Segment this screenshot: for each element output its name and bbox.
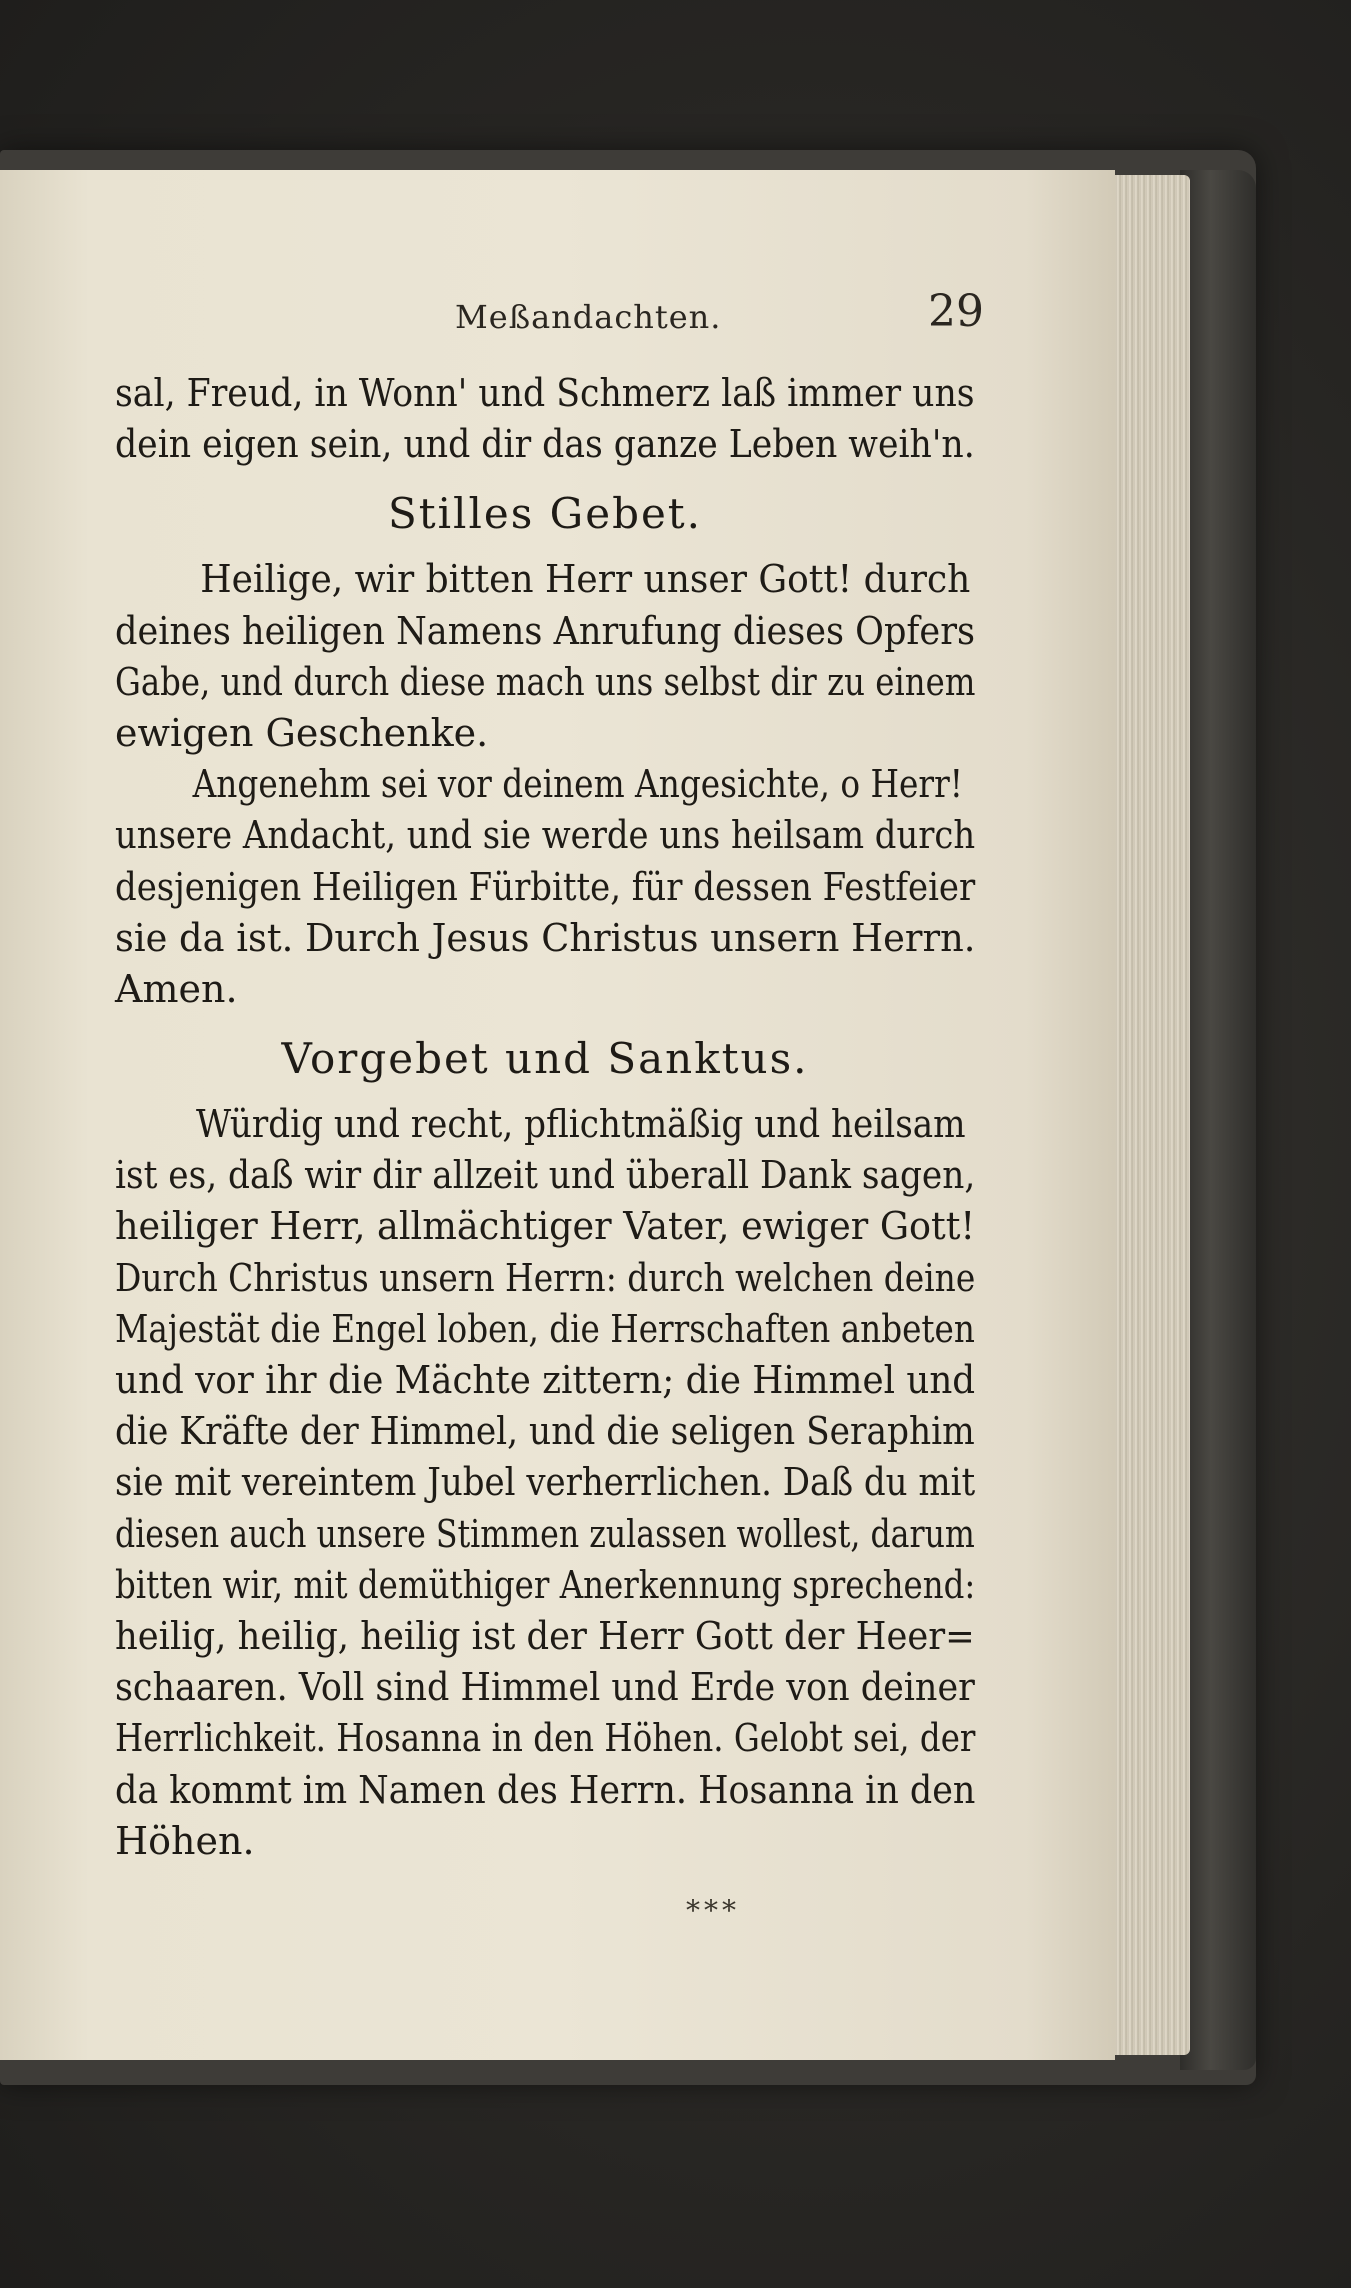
text-line xyxy=(115,419,975,470)
line-text: die Kräfte der Himmel, und die seligen Seraphim xyxy=(115,1409,975,1454)
text-line xyxy=(115,657,975,708)
text-line xyxy=(115,606,975,657)
text-line xyxy=(115,862,975,913)
text-line xyxy=(115,1560,975,1611)
line-text: Würdig und recht, pflichtmäßig und heilsam xyxy=(196,1102,966,1147)
text-line xyxy=(115,1457,975,1508)
line-text: da kommt im Namen des Herrn. Hosanna in den xyxy=(115,1767,976,1812)
line-text: sie da ist. Durch Jesus Christus unsern Herrn. xyxy=(115,915,976,960)
paragraph xyxy=(115,1099,975,1867)
text-line xyxy=(115,1099,975,1150)
text-line xyxy=(115,913,975,964)
line-text: sie mit vereintem Jubel verherrlichen. Daß du mit xyxy=(115,1460,976,1505)
paragraph xyxy=(115,554,975,759)
line-text: diesen auch unsere Stimmen zulassen wollest, darum xyxy=(115,1511,975,1556)
text-line xyxy=(115,759,975,810)
text-line xyxy=(115,1816,975,1867)
line-text: heilig, heilig, heilig ist der Herr Gott der Heer= xyxy=(115,1613,975,1658)
line-text: sal, Freud, in Wonn' und Schmerz laß immer uns xyxy=(115,371,975,415)
line-text: heiliger Herr, allmächtiger Vater, ewiger Gott! xyxy=(115,1204,976,1249)
line-text: und vor ihr die Mächte zittern; die Himmel und xyxy=(115,1358,976,1402)
line-text: ist es, daß wir dir allzeit und überall Dank sagen, xyxy=(115,1153,976,1198)
page-header xyxy=(0,286,1115,342)
line-text: deines heiligen Namens Anrufung dieses Opfers xyxy=(115,608,975,653)
line-text: Durch Christus unsern Herrn: durch welchen deine xyxy=(115,1255,976,1300)
continuation-paragraph xyxy=(115,368,975,470)
line-text: Gabe, und durch diese mach uns selbst dir zu einem xyxy=(115,659,976,704)
text-line xyxy=(115,1406,975,1457)
page-edges xyxy=(1110,175,1190,2055)
text-line xyxy=(115,1355,975,1406)
text-line xyxy=(115,1509,975,1560)
line-text: unsere Andacht, und sie werde uns heilsam durch xyxy=(115,813,976,858)
text-line xyxy=(115,964,975,1015)
line-text: Amen. xyxy=(115,966,238,1011)
text-line xyxy=(115,1765,975,1816)
text-line xyxy=(115,1150,975,1201)
section-heading: Vorgebet und Sanktus. xyxy=(281,1034,809,1084)
book-spine-edge xyxy=(1180,170,1256,2070)
page-number: 29 xyxy=(928,286,984,337)
line-text: bitten wir, mit demüthiger Anerkennung sprechend: xyxy=(115,1562,976,1607)
text-line xyxy=(115,1662,975,1713)
text-line xyxy=(115,368,975,419)
text-line xyxy=(115,708,975,759)
text-line xyxy=(115,1611,975,1662)
text-line xyxy=(115,1304,975,1355)
line-text: ewigen Geschenke. xyxy=(115,710,489,755)
running-head: Meßandachten. xyxy=(455,298,722,336)
paragraph xyxy=(115,759,975,1015)
text-block xyxy=(115,368,975,1867)
line-text: dein eigen sein, und dir das ganze Leben weih'n. xyxy=(115,422,975,467)
text-line xyxy=(115,810,975,861)
ornament-asterisks: *** xyxy=(686,1894,740,1927)
line-text: schaaren. Voll sind Himmel und Erde von deiner xyxy=(115,1665,975,1710)
section-heading: Stilles Gebet. xyxy=(387,489,703,539)
line-text: Angenehm sei vor deinem Angesichte, o Herr! xyxy=(192,762,963,807)
text-line xyxy=(115,554,975,605)
line-text: desjenigen Heiligen Fürbitte, für dessen Festfeier xyxy=(115,864,976,909)
line-text: Heilige, wir bitten Herr unser Gott! durch xyxy=(200,557,971,602)
text-line xyxy=(115,1253,975,1304)
line-text: Majestät die Engel loben, die Herrschaften anbeten xyxy=(115,1306,975,1351)
line-text: Höhen. xyxy=(115,1818,255,1863)
text-line xyxy=(115,1713,975,1764)
text-line xyxy=(115,1201,975,1252)
line-text: Herrlichkeit. Hosanna in den Höhen. Gelobt sei, der xyxy=(115,1716,976,1761)
